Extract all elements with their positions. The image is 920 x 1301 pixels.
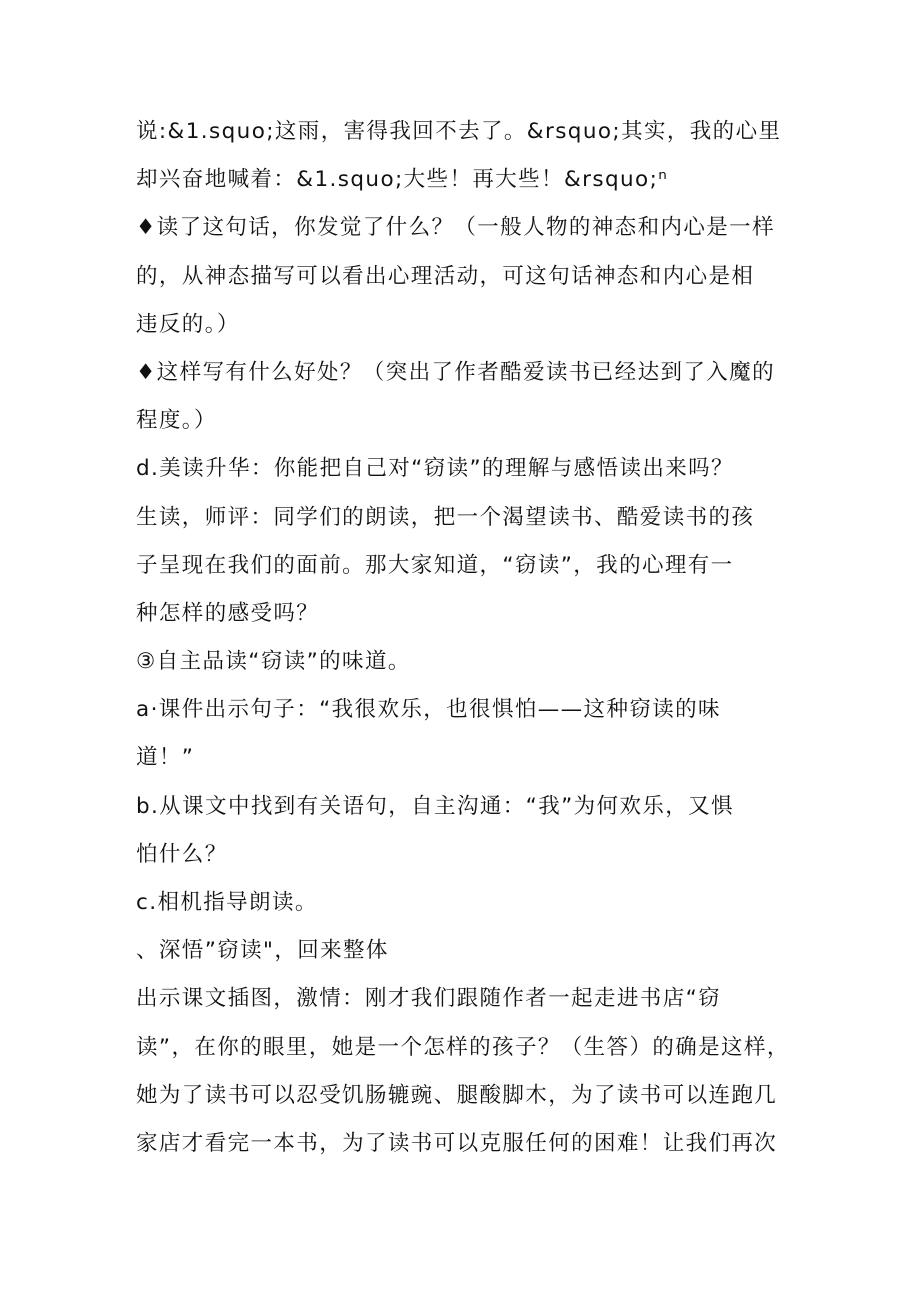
text-line: a·课件出示句子：“我很欢乐，也很惧怕——这种窃读的味 [136,697,721,723]
text-line: 出示课文插图，激情：刚才我们跟随作者一起走进书店“窃 [136,986,722,1012]
text-line: ♦这样写有什么好处？（突出了作者酷爱读书已经达到了入魔的 [136,359,775,385]
text-line: 程度。） [136,408,217,434]
text-line: ③自主品读“窃读”的味道。 [136,649,411,675]
text-line: 怕什么？ [136,841,228,867]
text-line: 道！” [136,745,195,771]
text-line: ♦读了这句话，你发觉了什么？（一般人物的神态和内心是一样 [136,215,775,241]
text-line: 、深悟”窃读"，回来整体 [136,938,389,964]
document-page [136,108,790,1168]
text-line: b.从课文中找到有关语句，自主沟通：“我”为何欢乐，又惧 [136,793,734,819]
text-line: 种怎样的感受吗？ [136,600,320,626]
text-line: 她为了读书可以忍受饥肠辘豌、腿酸脚木，为了读书可以连跑几 [136,1082,778,1108]
text-line: 说:&1.squo;这雨，害得我回不去了。&rsquo;其实，我的心里 [136,119,782,144]
text-line: 家店才看完一本书，为了读书可以克服任何的困难！让我们再次 [136,1130,778,1156]
text-line: 违反的。） [136,311,240,337]
text-line: 的，从神态描写可以看出心理活动，可这句话神态和内心是相 [136,263,755,289]
text-line: 子呈现在我们的面前。那大家知道，“窃读”，我的心理有一 [136,552,734,578]
text-line: 读”，在你的眼里，她是一个怎样的孩子？（生答）的确是这样， [136,1034,790,1060]
text-line: 却兴奋地喊着：&1.squo;大些！再大些！&rsquo;ⁿ [136,167,669,193]
text-line: d.美读升华：你能把自己对“窃读”的理解与感悟读出来吗？ [136,456,734,482]
text-line: 生读，师评：同学们的朗读，把一个渴望读书、酷爱读书的孩 [136,504,755,530]
text-line: c.相机指导朗读。 [136,890,318,915]
